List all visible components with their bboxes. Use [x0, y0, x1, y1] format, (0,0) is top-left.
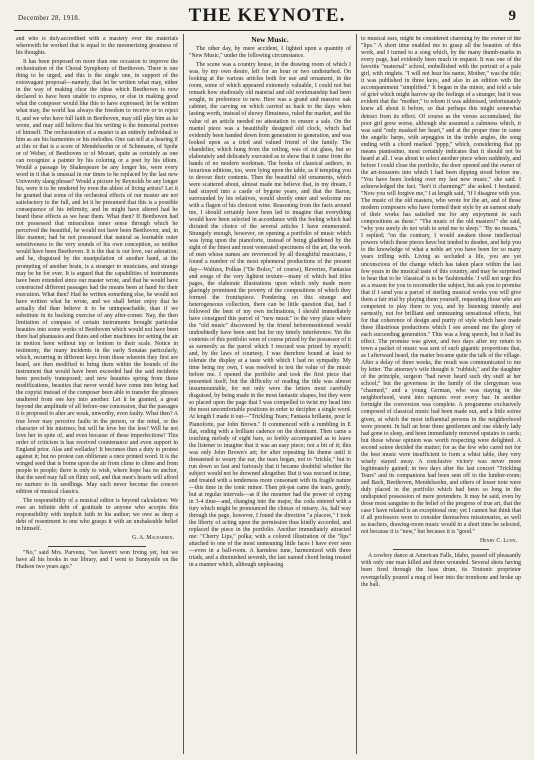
- column-left: [16, 36, 178, 754]
- column-middle: [189, 36, 351, 754]
- article-paragraph: The responsibility of a musical editor is beyond calculation. We owe an infinite debt of gratitude to anyone who accepts this responsibility with implicit faith in his author; we owe as deep a debt of resentment to one who grasps it with an unshakeable belief in himself.: [16, 498, 178, 533]
- section-divider: [48, 546, 145, 547]
- article-paragraph: The other day, by mere accident, I lighted upon a quantity of "New Music," under the following circumstance.: [189, 46, 351, 60]
- masthead-title: THE KEYNOTE.: [188, 5, 346, 26]
- article-paragraph: to musical ears, might be considered charming by the owner of the "lips." A short time enabled me to grasp all the beauties of this work, and I turned to a song which, by the many thumb-marks in every page, had evidently been much in request. It was one of the favorite "maternal" school, embellished with the portrait of a pale girl, with ringlets. "I will not hear his name, Mother," was the title; it was published in three keys, and also in an edition with the accompaniment "simplified." It began in the minor, and told a tale of grief which might harrow up the feelings of a stranger, but it was evident that the "mother," to whom it was addressed, unfortunately knew all about it before, so that perhaps this might somewhat detract from its effect. Of course as the verses accumulated, the poor girl grew worse, although she assumed a calmness which, it was said "only masked her heart," and at the proper time in came the angelic harps, with arpeggios in the treble angles, the song ending with a chord marked "pppp," which, considering that pp means pianissimo, most certainly indicates that it should not be heard at all. I was about to select another piece when suddenly, and before I could close the portfolio, the door opened and the owner of the art-treasures into which I had been dipping stood before me. "You have been looking over my last new music," she said. I acknowledged the fact. "Isn't it charming?" she asked. I hesitated. "Now you will forgive me," I at length said, "if I disagree with you. The music of the old masters, who wrote for the art, and of those modern composers who have formed their style by an earnest study of their works has satisfied me for any enjoyment in such compositions as these." "The music of the old masters!" she said, "why you surely do not wish to send me to sleep." "By no means," I replied; "on the contrary, I would awaken those intellectual powers which these pieces have but tended to deaden, and help you to the knowledge of what a noble art you have been for so many years trifling with. Living as secluded a life, you are yet unconscious of the change which has taken place within the last few years in the musical taste of this country, and may be surprised to hear that to be 'classical' is to be 'fashionable.' I will not urge this as a reason for you to reconsider the subject, but ask you to promise that if I send you a parcel of sterling musical works you will give them a fair trial by playing them yourself, requesting those who are competent to play them to you, and by listening intently and earnestly, not for brilliant and unmeaning sensational effects, but for that coherence of design and purity of style which have made these illustrious productions which I see around me the glory of each succeeding generation." This was a long speech, but it had its effect. The promise was given, and two days after my return to town a packet of music was sent of such gigantic proportions that, as I afterward heard, the matter became quite the talk of the village. After a delay of three weeks, the result was communicated to me by letter. The attorney's wife thought it "rubbish," and the daughter of the principle, surgeon "had never heard such dry stuff at her school;" but the governess in the family of the clergyman was "charmed," and a young German, who was staying in the neighborhood, went into raptures over every bar. In another fortnight the conversion was complete. A programme exclusively composed of classical music had been made out, and a little soiree given, at which the most influential persons in the neighborhood were present. In half an hour three gentlemen and one elderly lady had gone to sleep, and been immediately removed upstairs to cards; but those whose opinion was worth respecting were delighted. A second soiree decided the matter; for as the few who cared not for the best music were insufficient to form a whist table, they very wisely stayed away. A conclusive victory was never more legitimately gained; in two days after the last concert "Trickling Tears" and its companions had been sent off to the lumber-room; and Bach, Beethoven, Mendelssohn, and others of lesser note were duly placed in the portfolio which had been so long in the undisputed possession of mere pretenders. It may be said, even by those most sanguine in the belief of the progress of true art, that the case I have related is an exceptional one; yet I cannot but think that if all professors were to consider themselves missionaries, as well as teachers, drawing-room music would in a short time be selected, not because it is "new," but because it is "good.": [361, 36, 521, 536]
- column-divider: [356, 34, 357, 754]
- article-paragraph: and who is duly.accredited with a mastery over the materials wherewith he worked that is equal to the mesmerizing greatness of his thoughts.: [16, 36, 178, 57]
- column-right: [361, 36, 521, 754]
- issue-date: December 28, 1918.: [18, 14, 81, 22]
- article-paragraph: The scene was a country house, in the drawing room of which I was, by my own desire, left for an hour or two undisturbed. On looking at the various articles both for use and ornament, in the room, some of which appeared extremely valuable, I could not but remark how studiously old material and old workmanship had been sought, in preference to new. Here was a grand and massive oak cabinet, the carving on which carried us back to the days when lasting worth, instead of showy flimsiness, ruled the market, and the value of an article needed no attestation to ensure a sale. On the mantel piece was a beautifully designed old clock, which had evidently been handed down from generation to generation, and was looked upon as a tried and valued friend of the family. The chandelier, which hung from the ceiling, was of cut glass, but so elaborately and delicately executed as to show that it came from the hands of no modern workman. The books of classical authors, in luxurious editions, too, were lying upon the table, as if tempting you to devour their contents. Then the beautiful old ornaments, which were scattered about, almost made me believe that, in my dream, I had strayed into a castle of bygone years, and that the Baron, surrounded by his relatives, would shortly enter and welcome me with a flagon of his choicest wine. Reasoning from the facts around me, I should certainly have been led to imagine that everything would have been selected in accordance with the feeling which had dictated the choice of the several articles I have enumerated. Strangely enough, however, on opening a portfolio of music which was lying upon the pianoforte, instead of being gladdened by the sight of the finest and most venerated specimens of the art, the work of men whose names are reverenced by all thoughtful musicians, I found a number of the most ephemeral productions of the present day—Waltzes, Polkas ("De Bolso," of course), Reveries, Fantasias and songs of the very lightest texture—many of which had titles pages, the elaborate illustrations upon which only made more glaringly prominent the poverty of the compositions of which they formed the frontispiece. Pondering on this strange and heterogeneous collection, there can be little question that, had I followed the bent of my own inclinations, I should immediately have consigned this parcel of "new music" to the very place where the "old music" discovered by the friend beforementioned would undoubtedly have been sent but for my timely interference. Yet the contents of this portfolio were of course prized by the possessor of it as earnestly as the parcel which I rescued was prized by myself; and, by the laws of courtesy, I was therefore bound at least to tolerate the display at a taste with which I had no sympathy. My time being my own, I was resolved to test the value of the music before me. I opened the portfolio and took the first piece that presented itself; but the difficulty of reading the title was almost insurmountable, for not only were the letters most carefully disguised, by being made in the most fantastic shapes, but they were so placed upon the page that I was compelled to twist my head into the most uncomfortable positions in order to decipher a single word. At length I made it out—"Trickling Tears; Fantasia brillante, pour le Pianoforte, par John Brown." It commenced with a rumbling in E flat, ending with a brilliant cadence on the dominant. Then came a touching melody of eight bars, so feebly accompanied as to leave the listener to imagine that it was an easy piece; not a bit of it; this was only John Brown's art; for after repeating his theme until it threatened to weary the ear, the tears began, not to "trickle," but to run down so fast and furiously that it became doubtful whether the subject would not be drowned altogether. But it was rescued in time, and treated with a tenderness more consonant with its fragile nature—this time in the tonic minor. Then pit-pat came the tears, gently, but at regular intervals—as if the mourner had the power of crying in 3-4 time—and, changing into the major, the coda entered with a fury which might be pronounced the climax of misery. As, half way through the page, however, I found the direction "a placere," I took the liberty of acting upon the permission thus kindly accorded, and replaced the piece in the portfolio. Another immediately attracted me: "Cherry Lips," polka; with a colored illustration of the "lips" attached to one of the most unmeaning little faces I have ever seen—even in a ball-room. A harmless tune, harmonized with three triads, and a diminished seventh, the last named chord being treated in a manner which, although unpleasing: [189, 62, 351, 569]
- section-divider: [393, 549, 489, 550]
- anecdote-paragraph: A cowboy dance at American Falls, Idaho, passed off pleasantly with only one man killed and three wounded. Several shots having been fired through the bass drum, its Teutonic proprietor revengefully poured a mug of beer into the trombone and broke up the ball.: [361, 553, 521, 588]
- column-divider: [183, 34, 184, 754]
- anecdote-paragraph: "No," said Mrs. Parvenu, "we haven't won Irving yet, but we have all his books in our library, and I went to Sunnyside on the Hudson two years ago.": [16, 550, 178, 571]
- article-paragraph: It has been proposed on more than one occasion to improve the orchestration of the Choral Symphony of Beethoven. There is one thing to be urged, and this is the single one, in support of the extravagant proposal—namely, that let be written what may, either in the way of making clear the ideas which Beethoven is now declared to have been unable to express, or else in making good what the composer would like this to have expressed; let be written what may, the world has always the freedom to receive or to reject it, and we who have full faith in Beethoven, may still play him as he wrote, and may still believe that his writing is the immortal portion of himself. The orchestration of a master is an entirely individual to him as are his harmonies or his melodies. One can tell at a hearing if at this or that is a score of Mendelssohn or of Schumann, of Spohr or of Weber, of Beethoven or of Mozart, quite as certainly as one can recognize a painter by his coloring or a poet by his idiom. Would a passage by Shakespeare be any longer his, were every word in it that is unusual in our times to be replaced by the last new University slang phrase? Would a picture by Reynolds be any longer his, were it to be rendered by even the ablest of living artists? Let it be granted that some of the orchestral effects of our master are not satisfactory to the full, and let it be presumed that this is a possible consequence of his infirmity, and he might have altered had he heard these effects as we hear them. What then? If Beethoven had not possessed that miraculous inner sense through which he perceived the beautiful, he would not have been Beethoven; and, in like manner, had he not possessed that natural as learnable outer sensitiveness to the very sounds of his own conception, so neither would have been Beethoven. It is the that is our love, our adoration; and he, disguised by the manipulation of another hand, at the prompting of another brain, is a stranger to musicians, and strange may be he for ever. It is argued that the capabilities of instruments have been extended since our master wrote, and that he would have constructed different passages had the means been at hand for their execution. What then? Had he written something else, he would not have written what he wrote, and we shall better enjoy that he actually did than believe it to be unimpeachable, than if we substitute in its backing exercise of any after-comer. Nay, the then limitation of compass of certain instruments brought particular beauties into some works of Beethoven which would not have been there had phantasies and flutes and other machines for setting the air in motion been without top or bottom to their scale. Notice in testimony, the many incidents in the early Sonatas particularly, which, recurring in different keys from those wherein they first are heard, are then modified to bring them within the bounds of the instrument that would have been exceeded had the said incidents been precisely transposed; and new beauties spring from these modifications, beauties that never would have come into being had the copyist instead of the composer been able to transfer the phrases unaltered from one key into another. Let it be granted, a great beyond the amplitude of all before-one concession, that the passages it is proposed to alter are weak, unworthy, even faulty. What then? A true lover may perceive faults in the person, or the mind, or the character of his mistress; but will he love her the less? Will he not love her in spite of, and even because of these imperfections? This order of criticism is has received countenance and even support in England prior. Alas and welladay! It becomes then a duty to protest against it; but no protest can obliterate a once printed word. It is the winged seed that is borne upon the air from clime to clime and from people to people; there is only to wish, where hope has no anchor, that the seed may fall on flinty soil, and that men's hearts will afford no nurture to its seedlings. May such never become the concert edition of musical classics.: [16, 59, 178, 495]
- author-signature: G. A. Macfarren.: [132, 535, 174, 542]
- article-heading: New Music.: [251, 36, 289, 44]
- page-number: 9: [508, 8, 516, 24]
- page-header: [14, 4, 520, 31]
- author-signature: Henry C. Lunn.: [479, 538, 517, 545]
